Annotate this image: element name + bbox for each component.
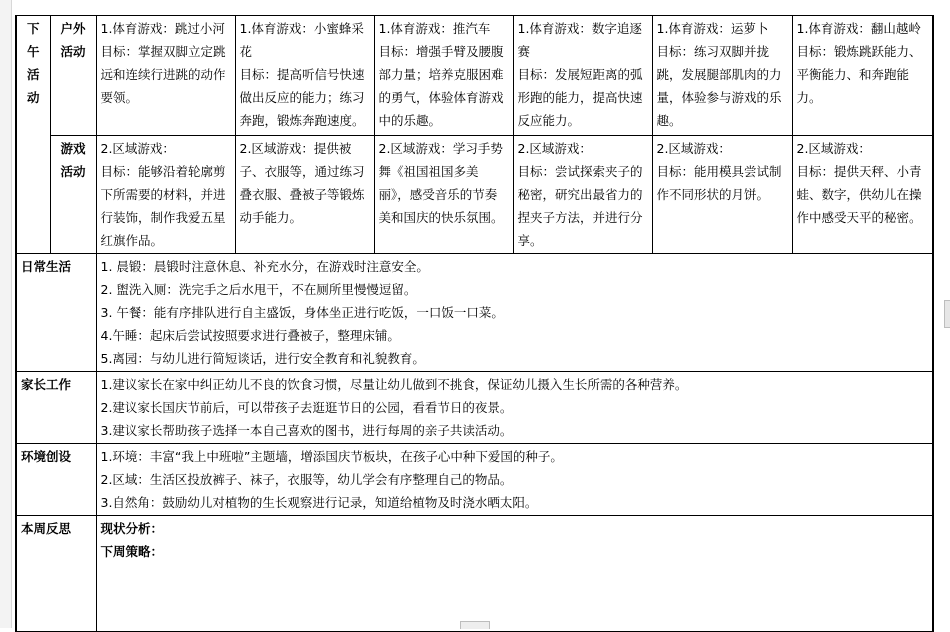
daily-line: 2. 盥洗入厕：洗完手之后水甩干，不在厕所里慢慢逗留。 (100, 282, 417, 297)
parents-row (16, 372, 933, 444)
area-cell-5: 2.区域游戏： 目标：能用模具尝试制作不同形状的月饼。 (652, 136, 792, 254)
reflection-row (16, 516, 933, 632)
daily-line: 1. 晨锻：晨锻时注意休息、补充水分，在游戏时注意安全。 (100, 259, 429, 274)
reflection-label: 本周反思 (16, 516, 96, 632)
parents-line: 1.建议家长在家中纠正幼儿不良的饮食习惯，尽量让幼儿做到不挑食，保证幼儿摄入生长所需的各种营养。 (100, 377, 688, 392)
environment-content (96, 444, 933, 516)
outdoor-cell-2: 1.体育游戏：小蜜蜂采花 目标：提高听信号快速做出反应的能力；练习奔跑，锻炼奔跑速度。 (235, 16, 374, 136)
daily-life-row (16, 254, 933, 372)
side-resize-handle[interactable] (944, 300, 950, 328)
environment-line: 2.区域：生活区投放裤子、袜子，衣服等，幼儿学会有序整理自己的物品。 (100, 472, 513, 487)
outdoor-cell-4: 1.体育游戏：数字追逐赛 目标：发展短距离的弧形跑的能力，提高快速反应能力。 (513, 16, 652, 136)
parents-line: 2.建议家长国庆节前后，可以带孩子去逛逛节日的公园，看看节日的夜景。 (100, 400, 513, 415)
area-cell-1: 2.区域游戏： 目标：能够沿着轮廓剪下所需要的材料，并进行装饰，制作我爱五星红旗作品。 (96, 136, 235, 254)
daily-life-label: 日常生活 (16, 254, 96, 372)
environment-label: 环境创设 (16, 444, 96, 516)
parents-line: 3.建议家长帮助孩子选择一本自己喜欢的图书，进行每周的亲子共读活动。 (100, 423, 513, 438)
outdoor-cell-6: 1.体育游戏：翻山越岭 目标：锻炼跳跃能力、平衡能力、和奔跑能力。 (792, 16, 933, 136)
outdoor-label: 户外活动 (50, 16, 96, 136)
area-cell-4: 2.区域游戏： 目标：尝试探索夹子的秘密，研究出最省力的捏夹子方法，并进行分享。 (513, 136, 652, 254)
environment-row (16, 444, 933, 516)
environment-line: 3.自然角：鼓励幼儿对植物的生长观察进行记录，知道给植物及时浇水晒太阳。 (100, 495, 538, 510)
daily-line: 3. 午餐：能有序排队进行自主盛饭，身体坐正进行吃饭，一口饭一口菜。 (100, 305, 504, 320)
daily-line: 4.午睡：起床后尝试按照要求进行叠被子，整理床铺。 (100, 328, 400, 343)
environment-line: 1.环境：丰富“我上中班啦”主题墙，增添国庆节板块，在孩子心中种下爱国的种子。 (100, 449, 563, 464)
area-cell-3: 2.区域游戏：学习手势舞《祖国祖国多美丽》，感受音乐的节奏美和国庆的快乐氛围。 (374, 136, 513, 254)
area-cell-2: 2.区域游戏：提供被子、衣服等，通过练习叠衣服、叠被子等锻炼动手能力。 (235, 136, 374, 254)
left-page-margin (0, 0, 12, 628)
reflection-content (96, 516, 933, 632)
area-game-label: 游戏活动 (50, 136, 96, 254)
weekly-plan-table (15, 15, 934, 632)
outdoor-cell-3: 1.体育游戏：推汽车 目标：增强手臂及腰腹部力量；培养克服困难的勇气，体验体育游戏中的乐趣。 (374, 16, 513, 136)
afternoon-area-row (16, 136, 933, 254)
area-cell-6: 2.区域游戏： 目标：提供天秤、小青蛙、数字，供幼儿在操作中感受天平的秘密。 (792, 136, 933, 254)
daily-life-content (96, 254, 933, 372)
afternoon-outdoor-row (16, 16, 933, 136)
afternoon-label: 下午活动 (16, 16, 50, 254)
next-week-strategy: 下周策略： (100, 544, 164, 559)
parents-content (96, 372, 933, 444)
current-analysis: 现状分析： (100, 521, 164, 536)
daily-line: 5.离园：与幼儿进行简短谈话，进行安全教育和礼貌教育。 (100, 351, 425, 366)
outdoor-cell-1: 1.体育游戏：跳过小河 目标：掌握双脚立定跳远和连续行进跳的动作要领。 (96, 16, 235, 136)
outdoor-cell-5: 1.体育游戏：运萝卜 目标：练习双脚并拢跳，发展腿部肌肉的力量，体验参与游戏的乐趣。 (652, 16, 792, 136)
parents-label: 家长工作 (16, 372, 96, 444)
